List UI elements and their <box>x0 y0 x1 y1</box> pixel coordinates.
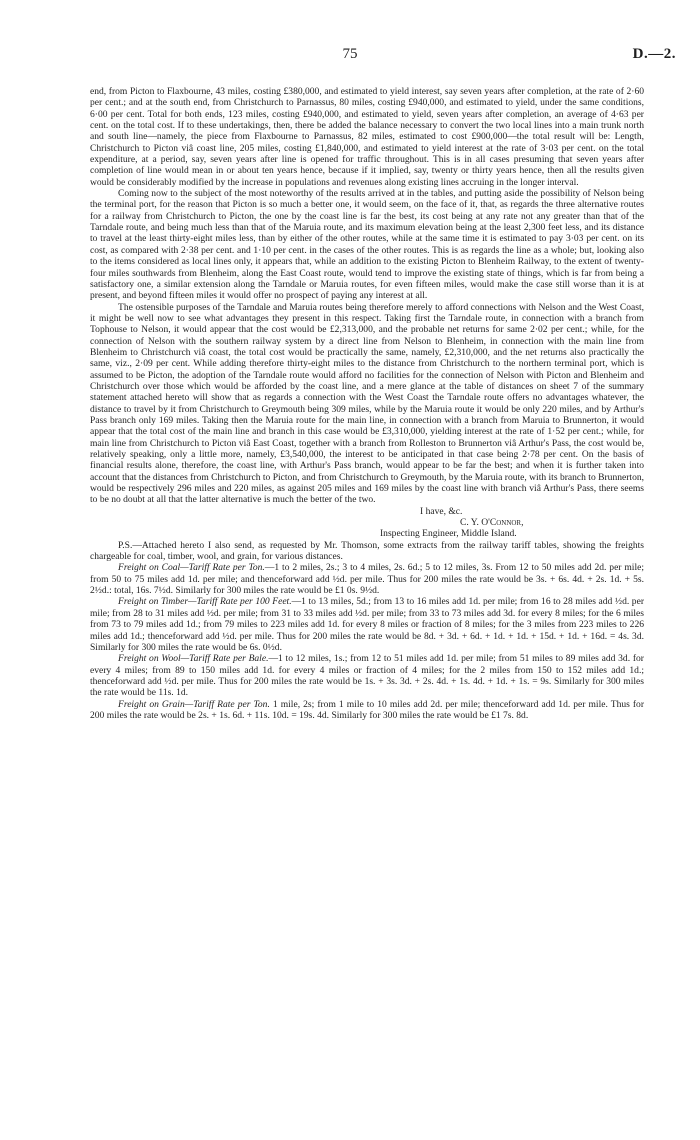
paragraph: Coming now to the subject of the most noteworthy of the results arrived at in the tables, and putting aside the possibility of Nelson being the terminal port, for the reason that Picton is so much a better one, it would seem, on the face of it, that, as regards the three alternative routes for a railway from Christchurch to Picton, the one by the coast line is far the best, its cost being at any rate not any greater than that of the Tarndale route, and being much less than that of the Maruia route, and its maximum elevation being at the least 2,300 feet less, and its distance to travel at the least thirty-eight miles less, than by either of the other routes, while at the same time it is estimated to pay 3·03 per cent. on its cost, as compared with 2·38 per cent. and 1·10 per cent. in the cases of the other routes. This is as regards the line as a whole; but, looking also to the items considered as local lines only, it appears that, while an addition to the existing Picton to Blenheim Railway, to the extent of twenty-four miles southwards from Blenheim, along the East Coast route, would tend to improve the existing state of things, which is far from being a satisfactory one, a similar extension along the Tarndale or Maruia routes, for even fifteen miles, would make the case still worse than it is at present, and beyond fifteen miles it would offer no prospect of paying any interest at all. <box>90 188 644 302</box>
postscript: P.S.—Attached hereto I also send, as requested by Mr. Thomson, some extracts from the railway tariff tables, showing the freights chargeable for coal, timber, wool, and grain, for various distances. <box>90 539 644 563</box>
tariff-wool <box>90 653 644 698</box>
signature-closing: I have, &c. <box>420 505 463 517</box>
tariff-heading: Freight on Grain—Tariff Rate per Ton. <box>118 698 270 710</box>
tariff-text: —1 to 12 miles, 1s.; from 12 to 51 miles add 1d. per mile; from 51 miles to 89 miles add 3d. for every 4 miles; from 89 to 150 miles add 1d. for every 4 miles or fraction of 4 miles; for the 2 miles from 150 to 152 miles add 1d.; thenceforward add ½d. per mile. Thus for 200 miles the rate would be 1s. + 3s. 3d. + 2s. 4d. + 1s. 4d. + 1d. + 1s. = 9s. Similarly for 300 miles the rate would be 11s. 1d. <box>90 653 644 699</box>
tariff-heading: Freight on Coal—Tariff Rate per Ton. <box>118 562 265 574</box>
document-reference: D.—2. <box>632 46 676 62</box>
tariff-grain <box>90 699 644 722</box>
signature-name: C. Y. O'Connor, <box>460 517 524 529</box>
signature-title: Inspecting Engineer, Middle Island. <box>380 528 517 540</box>
tariff-text: —1 to 13 miles, 5d.; from 13 to 16 miles add 1d. per mile; from 16 to 28 miles add ½d. per mile; from 28 to 31 miles add ½d. per mile; from 31 to 33 miles add ½d. per mile; from 33 to 73 miles add 3d. for every 8 miles; for the 6 miles from 73 to 79 miles add 1d.; from 79 miles to 223 miles add 1d. for every 8 miles or fraction of 8 miles; for the 3 miles from 223 miles to 226 miles add 1d.; thenceforward add ½d. per mile. Thus for 200 miles the rate would be 8d. + 3d. + 6d. + 1d. + 1d. + 15d. + 1d. + 16d. = 4s. 3d. Similarly for 300 miles the rate would be 6s. 0½d. <box>90 596 644 653</box>
paragraph: The ostensible purposes of the Tarndale and Maruia routes being therefore merely to afford connections with Nelson and the West Coast, it might be well now to see what advantages they present in this respect. Taking first the Tarndale route, in connection with a branch from Tophouse to Nelson, it would appear that the cost would be £2,313,000, and the probable net returns for same 2·02 per cent.; while, for the connection of Nelson with the southern railway system by a direct line from Nelson to Blenheim, in connection with the main line from Blenheim to Christchurch viâ coast, the total cost would be practically the same, namely, £2,310,000, and the net returns also practically the same, viz., 2·09 per cent. While adding therefore thirty-eight miles to the distance from Christchurch to the northern terminal port, which is assumed to be Picton, the adoption of the Tarndale route would afford no facilities for the connection of Nelson with Picton and Blenheim and Christchurch over those which would be afforded by the coast line, and a mere glance at the table of distances on sheet 7 of the summary statement attached hereto will show that as regards a connection with the West Coast the Tarndale route offers no advantages whatever, the distance to travel by it from Christchurch to Greymouth being 309 miles, while by the Maruia route it would be only 220 miles, and by Arthur's Pass branch only 169 miles. Taking then the Maruia route for the main line, in connection with a branch from Maruia to Brunnerton, it would appear that the total cost of the main line and branch in this case would be £3,310,000, yielding interest at the rate of 1·52 per cent.; while, for main line from Christchurch to Picton viâ East Coast, together with a branch from Rolleston to Brunnerton viâ Arthur's Pass, the cost would be, relatively speaking, only a little more, namely, £3,540,000, the interest to be anticipated in that case being 2·78 per cent. On the basis of financial results alone, therefore, the coast line, with Arthur's Pass branch, would appear to be far the best; and when it is further taken into account that the distances from Christchurch to Picton, and from Christchurch to Greymouth, by the Maruia route, with its branch to Brunnerton, would be respectively 296 miles and 220 miles, as against 205 miles and 169 miles by the coast line with branch viâ Arthur's Pass, there seems to be no doubt at all that the latter alternative is much the better of the two. <box>90 301 644 506</box>
paragraph: end, from Picton to Flaxbourne, 43 miles, costing £380,000, and estimated to yield interest, say seven years after completion, at the rate of 2·60 per cent.; and at the south end, from Christchurch to Parnassus, 80 miles, costing £940,000, and estimated to yield, under the same conditions, 6·00 per cent. Total for both ends, 123 miles, costing £940,000, and estimated to yield, seven years after completion, an average of 4·63 per cent. on the total cost. If to these undertakings, then, there be added the balance necessary to convert the two local lines into a main trunk north and south line—namely, the piece from Flaxbourne to Parnassus, 82 miles, estimated to cost £900,000—the total result will be: Length, Christchurch to Picton viâ coast line, 205 miles, costing £1,840,000, and estimated to yield interest at the rate of 3·03 per cent. on the total expenditure, at a period, say, seven years after line is opened for traffic throughout. This is in all cases presuming that seven years after completion of line would mean in or about ten years hence, because if it implied, say, twenty or thirty years hence, then all the results given would be considerably modified by the increase in populations and revenues along existing lines accruing in the longer interval. <box>90 86 644 188</box>
tariff-heading: Freight on Timber—Tariff Rate per 100 Feet. <box>118 596 292 608</box>
page-number: 75 <box>342 46 358 62</box>
letter-body <box>90 86 644 721</box>
tariff-heading: Freight on Wool—Tariff Rate per Bale. <box>118 653 269 665</box>
tariff-coal <box>90 562 644 596</box>
tariff-text: 1 mile, 2s; from 1 mile to 10 miles add 2d. per mile; thenceforward add 1d. per mile. Thus for 200 miles the rate would be 2s. + 1s. 6d. + 11s. 10d. = 19s. 4d. Similarly for 300 miles the rate would be £1 7s. 8d. <box>90 698 645 721</box>
tariff-text: —1 to 2 miles, 2s.; 3 to 4 miles, 2s. 6d.; 5 to 12 miles, 3s. From 12 to 50 miles add 2d. per mile; from 50 to 75 miles add 1d. per mile; and thenceforward add ½d. per mile. Thus for 200 miles the rate would be 3s. + 6s. 4d. + 2s. 1d. + 5s. 2½d.: total, 16s. 7½d. Similarly for 300 miles the rate would be £1 0s. 9½d. <box>90 562 644 597</box>
page-header <box>0 46 700 70</box>
tariff-timber <box>90 596 644 653</box>
